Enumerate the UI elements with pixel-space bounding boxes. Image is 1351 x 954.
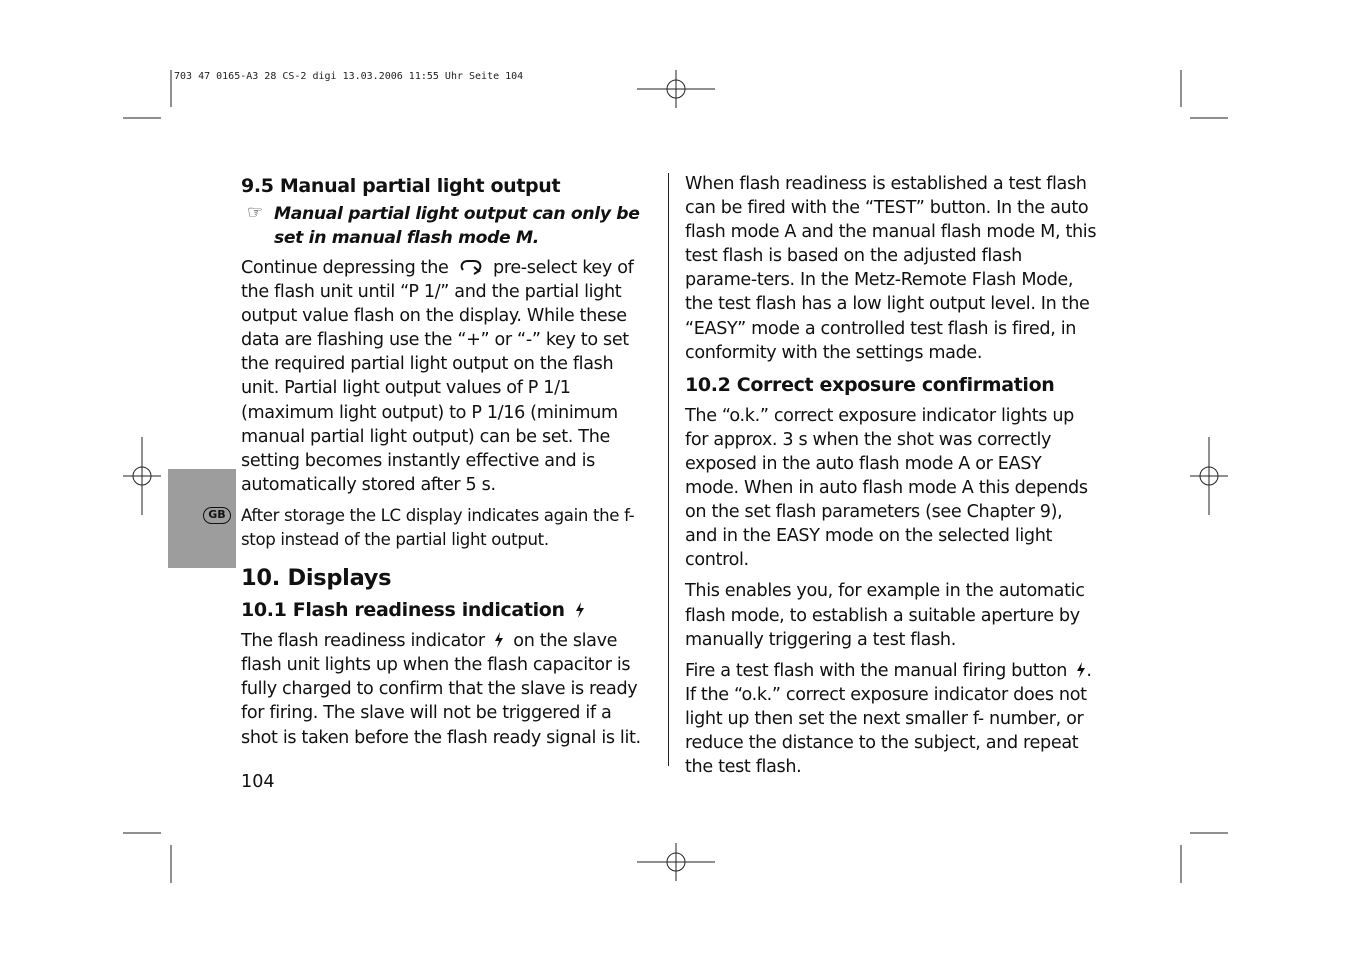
column-divider — [668, 173, 669, 766]
paragraph-storage: After storage the LC display indicates again the f-stop instead of the partial light output. — [241, 505, 635, 550]
registration-mark-bottom — [637, 843, 715, 881]
registration-mark-top — [637, 70, 715, 108]
section-heading-9-5: 9.5 Manual partial light output — [241, 175, 561, 197]
paragraph-flash-readiness: The flash readiness indicator on the slave flash unit lights up when the flash capacitor is fully charged to confirm that the slave is ready for firing. The slave will not be triggered if a shot is taken before the flash ready signal is lit. — [241, 631, 641, 748]
lightning-bolt-icon — [494, 632, 504, 648]
right-column — [685, 172, 1097, 786]
note-text: Manual partial light output can only be set in manual flash mode M. — [274, 204, 640, 248]
paragraph-test-flash: When flash readiness is established a test flash can be fired with the “TEST” button. In the auto flash mode A and the manual flash mode M, this test flash is based on the adjusted flash parame-ters. In the Metz-Remote Flash Mode, the test flash has a low light output level. In the “EASY” mode a controlled test flash is fired, in conformity with the settings made. — [685, 174, 1097, 363]
paragraph-fire-test: Fire a test flash with the manual firing button . If the “o.k.” correct exposure indicator does not light up then set the next smaller f- number, or reduce the distance to the subject, and repeat the test flash. — [685, 660, 1092, 778]
registration-mark-left — [123, 437, 161, 515]
note-block — [241, 202, 653, 250]
lightning-bolt-icon — [575, 602, 585, 618]
page-number: 104 — [241, 772, 275, 792]
print-slug: 703 47 0165-A3 28 CS-2 digi 13.03.2006 11:55 Uhr Seite 104 — [174, 71, 524, 82]
left-column — [241, 172, 653, 757]
paragraph-partial-light: Continue depressing the pre-select key of the flash unit until “P 1/” and the partial light output value flash on the display. While these data are flashing use the “+” or “-” key to set the required partial light output on the flash unit. Partial light output values of P 1/1 (maximum light output) to P 1/16 (minimum manual partial light output) can be set. The setting becomes instantly effective and is automatically stored after 5 s. — [241, 258, 634, 495]
lightning-bolt-icon — [1076, 662, 1086, 678]
paragraph-aperture: This enables you, for example in the automatic flash mode, to establish a suitable aperture by manually triggering a test flash. — [685, 581, 1085, 650]
paragraph-ok-indicator: The “o.k.” correct exposure indicator lights up for approx. 3 s when the shot was correctly exposed in the auto flash mode A or EASY mode. When in auto flash mode A this depends on the set flash parameters (see Chapter 9), and in the EASY mode on the selected light control. — [685, 405, 1088, 571]
language-badge: GB — [203, 507, 231, 524]
chapter-heading-10: 10. Displays — [241, 565, 392, 592]
section-heading-10-1: 10.1 Flash readiness indication — [241, 597, 653, 623]
pre-select-key-icon — [458, 259, 484, 275]
registration-mark-right — [1190, 437, 1228, 515]
pointing-hand-icon: ☞ — [247, 202, 263, 223]
section-heading-10-2: 10.2 Correct exposure confirmation — [685, 373, 1055, 396]
